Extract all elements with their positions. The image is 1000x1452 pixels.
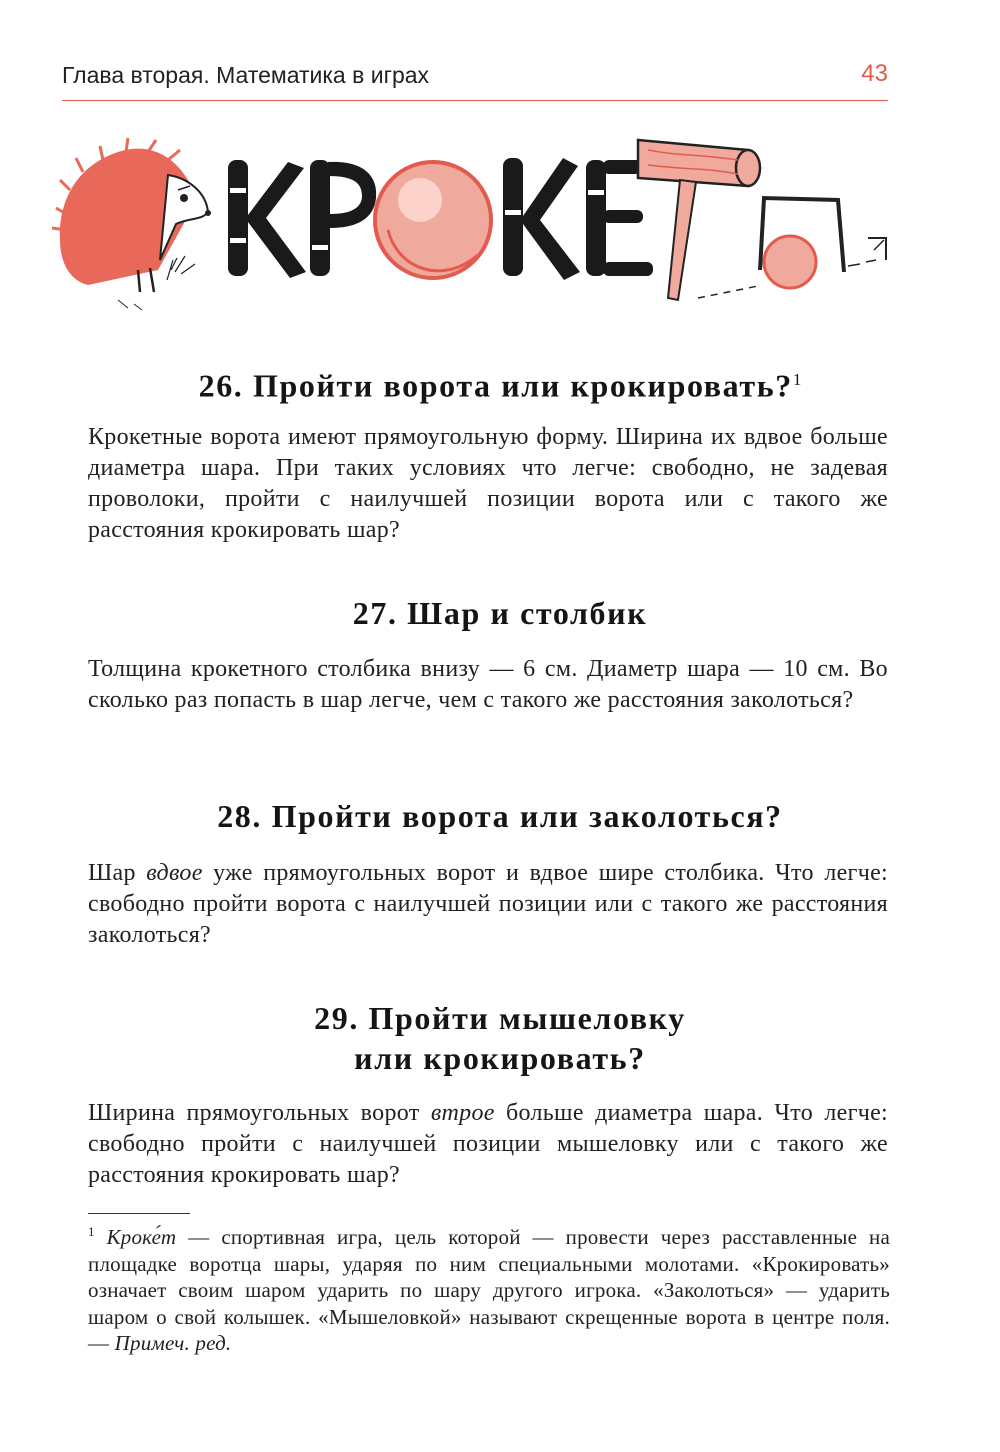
footnote-text: — спортивная игра, цель которой — провести через расставленные на площадке воротца шары, ударяя по ним специальными молотами. «Крокировать» означает своим шаром ударить по шару другого игрока. «Заколоться» — ударить шаром о свой колышек. «Мышеловкой» называют скрещенные ворота в центре поля. — [88, 1225, 890, 1355]
problem-27-text: Толщина крокетного столбика внизу — 6 см. Диаметр шара — 10 см. Во сколько раз попасть в шар легче, чем с такого же расстояния заколоться? [88, 656, 888, 713]
problem-29-text [88, 1098, 888, 1191]
problem-29-text-part: Ширина прямоугольных ворот [88, 1100, 431, 1126]
problem-29-text-part: больше диаметра шара. Что легче: свободно пройти с наилучшей позиции мышеловку или с такого же расстояния крокировать шар? [88, 1100, 889, 1188]
problem-29-heading [0, 998, 1000, 1078]
page-header [62, 58, 888, 101]
footnote-number: 1 [88, 1224, 95, 1239]
page-number: 43 [861, 60, 888, 87]
footnote-divider [88, 1213, 190, 1214]
problem-28-emphasis: вдвое [146, 860, 203, 886]
problem-26-text: Крокетные ворота имеют прямоугольную форму. Ширина их вдвое больше диаметра шара. При таких условиях что легче: свободно, не задевая проволоки, пройти с наилучшей позиции ворота или с такого же расстояния крокировать шар? [88, 424, 888, 543]
mallet-icon [638, 140, 760, 300]
footnote-mark: 1 [792, 370, 802, 389]
problem-28-text-part: Шар [88, 860, 147, 886]
problem-29-emphasis: втрое [430, 1100, 495, 1126]
problem-28-text [88, 858, 888, 951]
hoop-icon [698, 198, 886, 298]
footnote-term: Кроке́т [106, 1225, 177, 1249]
problem-26-heading [0, 360, 1000, 406]
problem-28-heading: 28. Пройти ворота или заколоться? [217, 798, 783, 834]
problem-28-text-part: уже прямоугольных ворот и вдвое шире столбика. Что легче: свободно пройти ворота с наилучшей позиции или с такого же расстояния заколоться? [88, 860, 888, 948]
title-lettering [228, 160, 376, 278]
problem-27-heading: 27. Шар и столбик [352, 595, 648, 631]
croquet-banner-illustration [48, 120, 908, 330]
problem-26-heading-text: 26. Пройти ворота или крокировать? [198, 367, 793, 404]
running-title: Глава вторая. Математика в играх [62, 62, 430, 88]
ball-icon [375, 162, 491, 278]
problem-29-heading-line1: 29. Пройти мышеловку [314, 1000, 686, 1036]
footnote [88, 1219, 890, 1357]
hedgehog-icon [52, 138, 211, 310]
footnote-editor-note: Примеч. ред. [114, 1331, 232, 1355]
problem-29-heading-line2: или крокировать? [354, 1040, 646, 1076]
